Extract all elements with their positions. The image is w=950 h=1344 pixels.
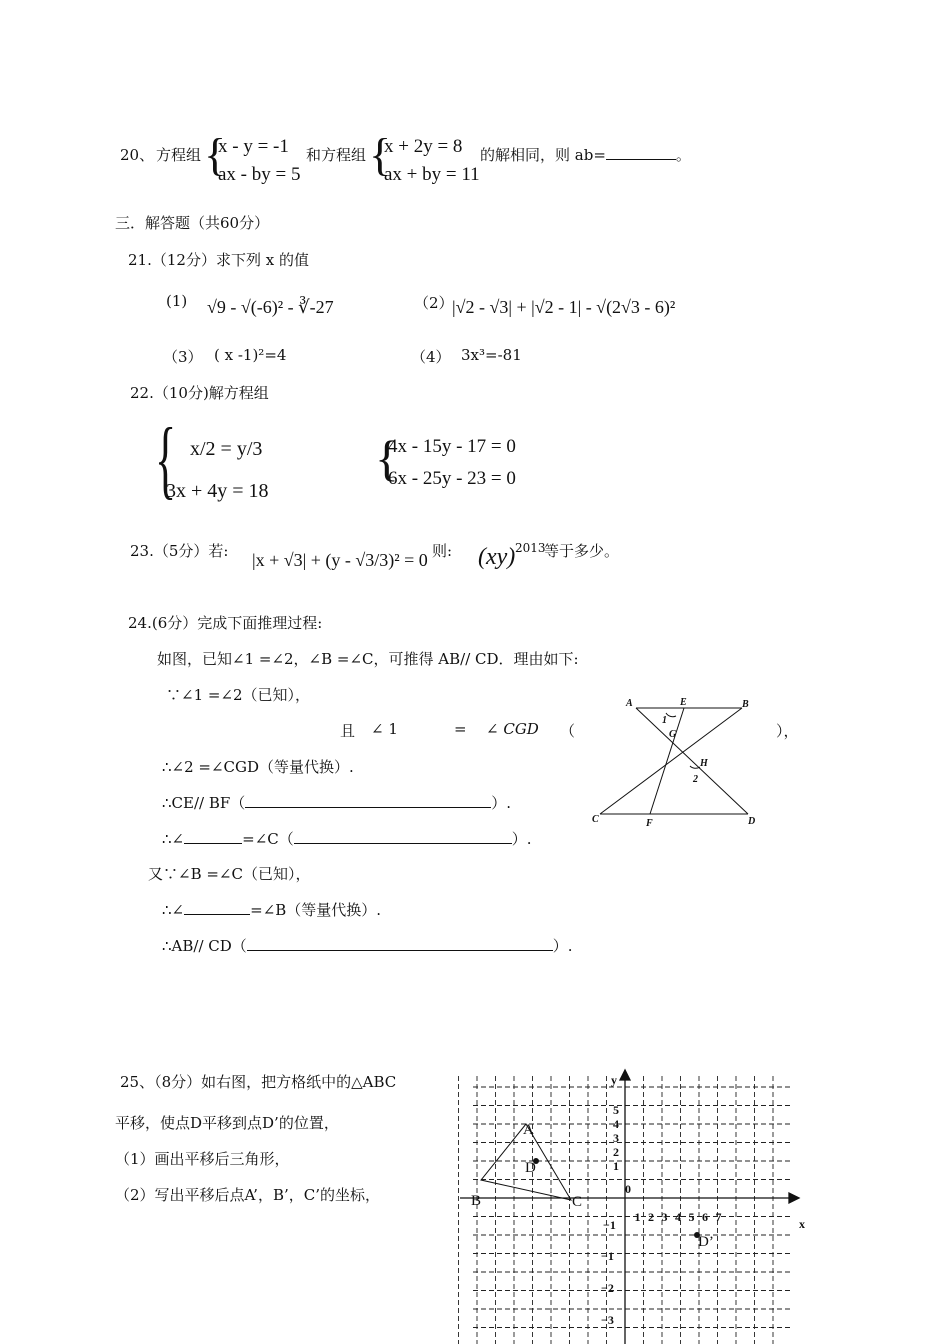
q25-line1: 25、（8分）如右图，把方格纸中的△ABC — [120, 1073, 397, 1091]
label-d: D — [748, 816, 756, 827]
q23-power-exponent: 2013 — [515, 541, 546, 555]
q22-header: 22.（10分)解方程组 — [130, 384, 269, 402]
label-1: 1 — [662, 715, 667, 726]
neg-x-tick-label: −1 — [603, 1218, 616, 1232]
label-x-axis: x — [799, 1217, 805, 1231]
q24-line1: ∵∠1 =∠2（已知）， — [166, 686, 311, 704]
label-point-a: A — [523, 1122, 534, 1138]
label-g: G — [669, 729, 677, 740]
section3-title: 三．解答题（共60分） — [115, 214, 270, 232]
q20-middle: 和方程组 — [306, 146, 367, 164]
label-a: A — [626, 698, 633, 709]
q24-line4: ∴CE// BF（ ）. — [162, 794, 512, 812]
q24-line6: 又∵∠B =∠C（已知）， — [148, 865, 311, 883]
q21-p3-label: （3） — [163, 348, 203, 366]
q25-line3: （1）画出平移后三角形， — [115, 1150, 290, 1168]
y-tick-label: 1 — [613, 1159, 619, 1173]
q24-line2-d: ∠ CGD — [486, 720, 539, 738]
label-2: 2 — [693, 774, 698, 785]
q22-system1-eq1: x/2 = y/3 — [190, 438, 263, 460]
q20-number: 20、 — [120, 146, 155, 164]
angle-1-arc — [666, 713, 676, 717]
line-ef — [650, 708, 684, 814]
q24-line2-b: ∠ 1 — [371, 720, 398, 738]
tick-labels — [601, 1103, 722, 1344]
q25-line4: （2）写出平移后点A’，B’，C’的坐标， — [115, 1186, 380, 1204]
q25-line2: 平移，使点D平移到点D’的位置， — [115, 1114, 339, 1132]
x-tick-label: 4 — [675, 1210, 681, 1224]
q20-suffix: 的解相同，则 ab= 。 — [480, 146, 691, 164]
q24-line8: ∴AB// CD（ ）. — [162, 937, 573, 955]
q23-expression: |x + √3| + (y - √3/3)² = 0 — [252, 550, 428, 570]
q23-then: 则: — [432, 542, 453, 560]
x-tick-label: 3 — [661, 1210, 668, 1224]
q24-header: 24.(6分）完成下面推理过程: — [128, 614, 323, 632]
y-tick-label: 2 — [613, 1145, 619, 1159]
q24-intro: 如图，已知∠1 =∠2，∠B =∠C，可推得 AB// CD．理由如下: — [157, 650, 579, 668]
label-f: F — [646, 818, 653, 829]
q20-system2-eq1: x + 2y = 8 — [384, 136, 463, 157]
q20-answer-blank[interactable] — [606, 145, 676, 160]
label-origin: 0 — [625, 1182, 631, 1196]
x-tick-label: 7 — [715, 1210, 722, 1224]
y-tick-label: 3 — [613, 1131, 619, 1145]
q24-line2-c: = — [454, 720, 467, 738]
neg-y-tick-label: −3 — [601, 1313, 614, 1327]
q25-grid — [455, 1062, 815, 1344]
q23-question: 等于多少。 — [544, 542, 620, 560]
q20-system1-eq2: ax - by = 5 — [218, 164, 301, 185]
neg-y-tick-label: −2 — [601, 1281, 614, 1295]
q23-power-base: (xy) — [478, 544, 516, 570]
q21-header: 21.（12分）求下列 x 的值 — [128, 251, 309, 269]
x-tick-label: 5 — [688, 1210, 695, 1224]
label-y-axis: y — [611, 1073, 617, 1087]
label-point-d: D — [525, 1160, 536, 1176]
q21-p1-label: (1) — [166, 292, 188, 310]
q24-line7-angle-blank[interactable] — [184, 900, 250, 915]
label-point-d-prime: D’ — [698, 1234, 714, 1250]
label-b: B — [742, 699, 749, 710]
q20-prefix: 方程组 — [156, 146, 202, 164]
x-tick-label: 6 — [702, 1210, 708, 1224]
neg-y-tick-label: −1 — [601, 1249, 614, 1263]
q20-brace-1: { — [204, 129, 227, 180]
q21-p4-expression: 3x³=-81 — [461, 346, 522, 364]
label-h: H — [700, 758, 708, 769]
q23-label: 23.（5分）若: — [130, 542, 229, 560]
q24-line5-angle-blank[interactable] — [184, 829, 242, 844]
q20-system1-eq1: x - y = -1 — [218, 136, 289, 157]
q21-p2-expression: |√2 - √3| + |√2 - 1| - √(2√3 - 6)² — [452, 297, 676, 317]
y-axis-arrow — [620, 1070, 630, 1080]
y-tick-label: 5 — [613, 1103, 619, 1117]
x-tick-label: 2 — [648, 1210, 654, 1224]
q24-line8-blank[interactable] — [247, 936, 553, 951]
q24-figure — [586, 692, 766, 832]
x-axis-arrow — [789, 1193, 799, 1203]
q22-brace-2: { — [375, 430, 399, 486]
line-ad — [636, 708, 748, 814]
grid-lines — [459, 1076, 791, 1344]
q22-brace-1: { — [155, 411, 177, 508]
label-c: C — [592, 814, 599, 825]
q21-p1-expression: √9 - √(-6)² - ∛-27 — [207, 297, 334, 317]
line-bc — [600, 708, 742, 814]
q24-line5: ∴∠ =∠C（ ）. — [162, 830, 532, 848]
q21-p4-label: （4） — [411, 348, 451, 366]
q24-line2-f: ）， — [776, 722, 799, 740]
q24-line5-reason-blank[interactable] — [294, 829, 512, 844]
q21-p2-label: （2） — [414, 294, 454, 312]
q24-line2-a: 且 — [340, 722, 356, 740]
x-tick-label: 1 — [634, 1210, 641, 1224]
q20-system2-eq2: ax + by = 11 — [384, 164, 480, 185]
q24-line4-blank[interactable] — [245, 793, 491, 808]
q22-system2-eq1: 4x - 15y - 17 = 0 — [388, 436, 516, 457]
q22-system1-eq2: 3x + 4y = 18 — [166, 480, 269, 502]
label-point-c: C — [572, 1194, 583, 1210]
q20-brace-2: { — [369, 129, 392, 180]
q21-p3-expression: ( x -1)²=4 — [214, 346, 287, 364]
q22-system2-eq2: 6x - 25y - 23 = 0 — [388, 468, 516, 489]
q24-line7: ∴∠ =∠B（等量代换）. — [162, 901, 382, 919]
q24-line2-e: （ — [560, 722, 576, 740]
y-tick-label: 4 — [613, 1117, 619, 1131]
label-e: E — [680, 697, 687, 708]
label-point-b: B — [471, 1193, 482, 1209]
q24-line3: ∴∠2 =∠CGD（等量代换）. — [162, 758, 354, 776]
